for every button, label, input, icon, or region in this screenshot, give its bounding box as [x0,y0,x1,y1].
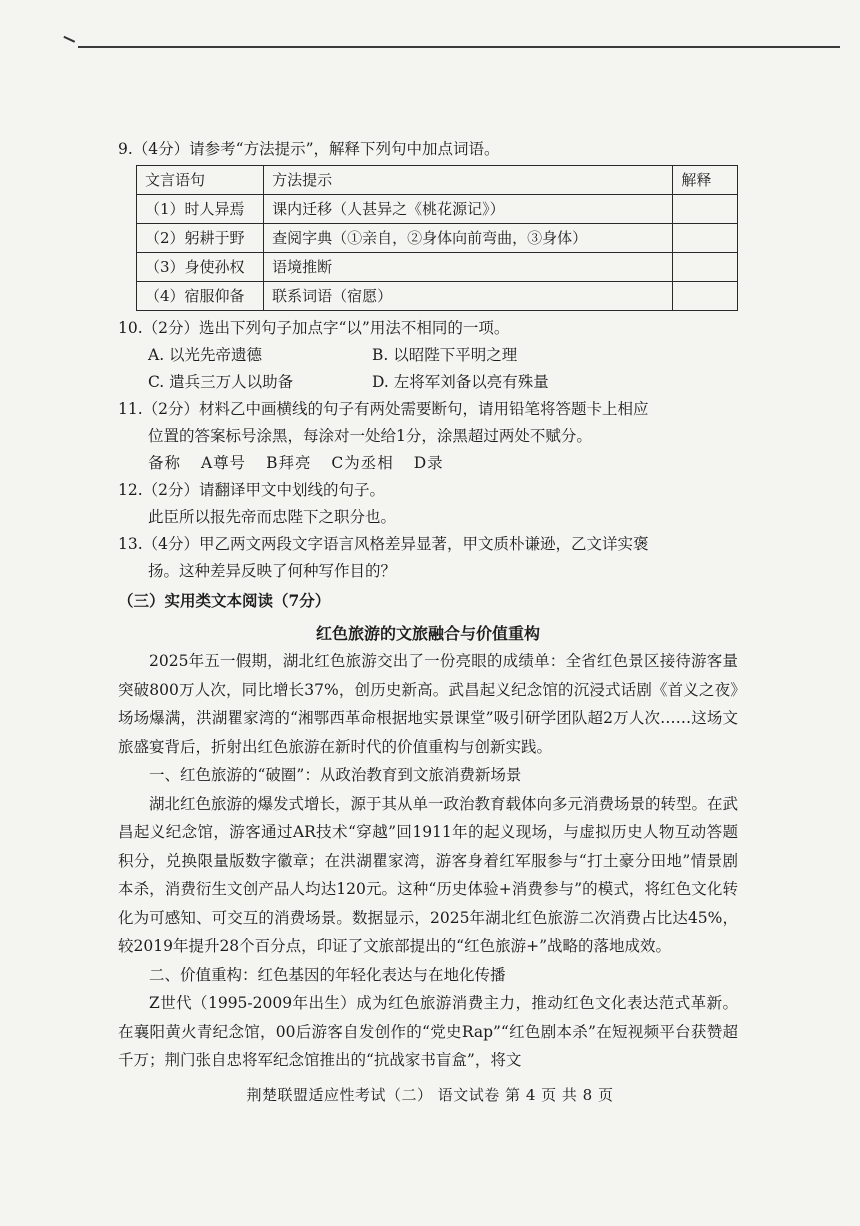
question-11-line-2: 位置的答案标号涂黑，每涂对一处给1分，涂黑超过两处不赋分。 [148,427,592,445]
page-content [118,136,738,1075]
table-row [137,282,738,311]
q10-options-row-2 [118,369,738,396]
cell-answer[interactable] [673,224,738,253]
header-rule [78,46,840,48]
cell-sentence: （3）身使孙权 [137,253,264,282]
cell-sentence: （1）时人异焉 [137,195,264,224]
cell-sentence: （4）宿服仰备 [137,282,264,311]
break-option[interactable]: 备称 [148,454,182,472]
q12-sentence: 此臣所以报先帝而忠陛下之职分也。 [148,508,397,526]
article-paragraph: Z世代（1995-2009年出生）成为红色旅游消费主力，推动红色文化表达范式革新。在襄阳黄火青纪念馆，00后游客自发创作的“党史Rap”“红色剧本杀”在短视频平台获赞超千万；荆门张自忠将军纪念馆推出的“抗战家书盲盒”，将文 [118,994,738,1069]
scan-corner-mark [61,36,75,48]
section-heading: （三）实用类文本阅读（7分） [118,591,331,610]
option-a[interactable]: A. 以光先帝遗德 [148,346,263,364]
cell-sentence: （2）躬耕于野 [137,224,264,253]
page-footer: 荆楚联盟适应性考试（二） 语文试卷 第 4 页 共 8 页 [246,1086,614,1104]
cell-answer[interactable] [673,253,738,282]
q10-options-row-1 [118,342,738,369]
col-header-method: 方法提示 [264,166,673,195]
question-9: 9.（4分）请参考“方法提示”，解释下列句中加点词语。 [118,140,500,158]
article-subheading: 二、价值重构：红色基因的年轻化表达与在地化传播 [149,965,506,984]
cell-answer[interactable] [673,195,738,224]
method-table [136,165,738,311]
table-row [137,195,738,224]
option-c[interactable]: C. 遣兵三万人以助备 [148,373,294,391]
col-header-sentence: 文言语句 [137,166,264,195]
table-row [137,253,738,282]
question-12: 12.（2分）请翻译甲文中划线的句子。 [118,481,386,499]
question-13-line-2: 扬。这种差异反映了何种写作目的？ [148,562,397,580]
break-option[interactable]: A尊号 [200,454,247,472]
table-header-row [137,166,738,195]
article-paragraph: 2025年五一假期，湖北红色旅游交出了一份亮眼的成绩单：全省红色景区接待游客量突破800万人次，同比增长37%，创历史新高。武昌起义纪念馆的沉浸式话剧《首义之夜》场场爆满，洪湖瞿家湾的“湘鄂西革命根据地实景课堂”吸引研学团队超2万人次……这场文旅盛宴背后，折射出红色旅游在新时代的价值重构与创新实践。 [118,652,738,756]
cell-method: 联系词语（宿愿） [264,282,673,311]
article-paragraph: 湖北红色旅游的爆发式增长，源于其从单一政治教育载体向多元消费场景的转型。在武昌起义纪念馆，游客通过AR技术“穿越”回1911年的起义现场，与虚拟历史人物互动答题积分，兑换限量版数字徽章；在洪湖瞿家湾，游客身着红军服参与“打土豪分田地”情景剧本杀，消费衍生文创产品人均达120元。这种“历史体验+消费参与”的模式，将红色文化转化为可感知、可交互的消费场景。数据显示，2025年湖北红色旅游二次消费占比达45%，较2019年提升28个百分点，印证了文旅部提出的“红色旅游+”战略的落地成效。 [118,794,739,955]
option-b[interactable]: B. 以昭陛下平明之理 [372,346,518,364]
question-10: 10.（2分）选出下列句子加点字“以”用法不相同的一项。 [118,319,510,337]
table-row [137,224,738,253]
break-option[interactable]: C为丞相 [331,454,394,472]
option-d[interactable]: D. 左将军刘备以亮有殊量 [372,373,549,391]
break-option[interactable]: B拜亮 [266,454,312,472]
cell-answer[interactable] [673,282,738,311]
cell-method: 查阅字典（①亲自，②身体向前弯曲，③身体） [264,224,673,253]
cell-method: 语境推断 [264,253,673,282]
article-title: 红色旅游的文旅融合与价值重构 [315,624,540,643]
article-subheading: 一、红色旅游的“破圈”：从政治教育到文旅消费新场景 [149,766,522,784]
q11-break-options [118,450,738,477]
cell-method: 课内迁移（人甚异之《桃花源记》） [264,195,673,224]
break-option[interactable]: D录 [413,454,444,472]
question-11-line-1: 11.（2分）材料乙中画横线的句子有两处需要断句，请用铅笔将答题卡上相应 [118,400,649,418]
question-13-line-1: 13.（4分）甲乙两文两段文字语言风格差异显著，甲文质朴谦逊，乙文详实褒 [118,535,649,553]
col-header-explanation: 解释 [673,166,738,195]
